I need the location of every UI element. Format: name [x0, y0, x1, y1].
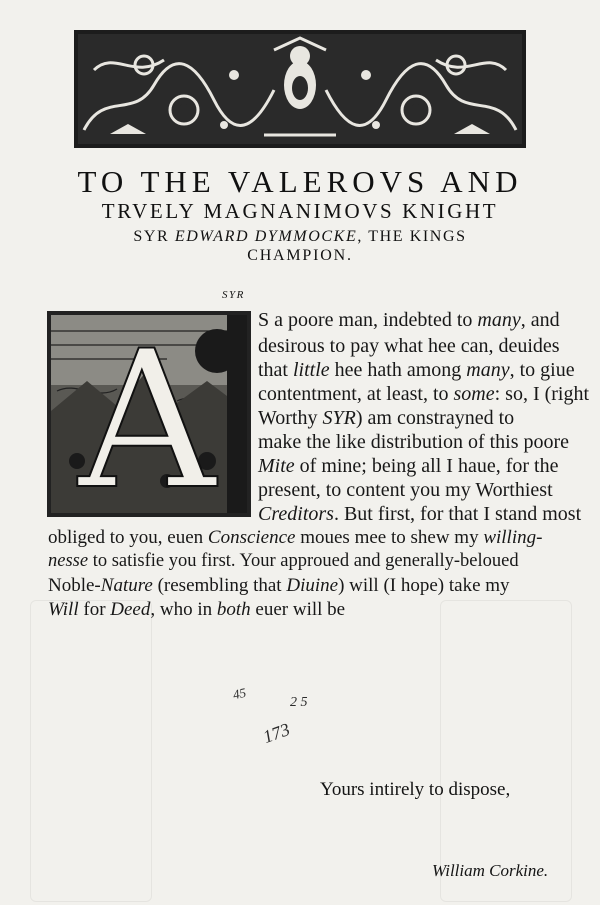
body-line-7: Mite of mine; being all I haue, for the: [258, 455, 559, 477]
body-line-10: obliged to you, euen Conscience moues mee to shew my willing-: [48, 527, 543, 548]
closing-line: Yours intirely to dispose,: [320, 779, 511, 800]
body-line-6: make the like distribution of this poore: [258, 431, 570, 453]
manuscript-note-3: 173: [260, 719, 293, 748]
ornamental-headpiece: [74, 30, 526, 148]
manuscript-note-1: 45: [231, 684, 248, 703]
body-line-2: desirous to pay what hee can, deuides: [258, 335, 560, 357]
bleed-through-frame-left: [30, 600, 152, 902]
body-line-8: present, to content you my Worthiest: [258, 479, 553, 501]
body-line-3: that little hee hath among many, to giue: [258, 359, 575, 381]
salutation: SYR: [222, 289, 245, 301]
woodcut-drop-cap: [47, 311, 251, 517]
dedication-line-1: TO THE VALEROVS AND: [77, 164, 523, 199]
body-line-13: Will for Deed, who in both euer will be: [48, 599, 346, 620]
body-line-11: nesse to satisfie you first. Your approued and generally-beloued: [48, 551, 519, 571]
manuscript-note-2: 2 5: [290, 695, 308, 710]
drop-cap-letter: A: [78, 311, 216, 517]
body-line-5: Worthy SYR) am constrayned to: [258, 407, 515, 429]
dedication-line-2: TRVELY MAGNANIMOVS KNIGHT: [101, 199, 499, 223]
body-line-4: contentment, at least, to some: so, I (right: [258, 383, 590, 405]
body-line-9: Creditors. But first, for that I stand most: [258, 503, 582, 525]
bleed-through-frame-right: [440, 600, 572, 902]
dedication-name: EDWARD DYMMOCKE: [174, 228, 358, 245]
dedication-kings: , THE KINGS: [357, 228, 467, 245]
dedication-line-3: [20, 228, 580, 246]
signature: William Corkine.: [432, 861, 549, 880]
body-line-12: Noble-Nature (resembling that Diuine) will (I hope) take my: [48, 575, 510, 596]
body-line-1: S a poore man, indebted to many, and: [258, 309, 560, 331]
dedication-syr: SYR: [133, 228, 175, 245]
dedication-line-4: CHAMPION.: [247, 247, 353, 264]
